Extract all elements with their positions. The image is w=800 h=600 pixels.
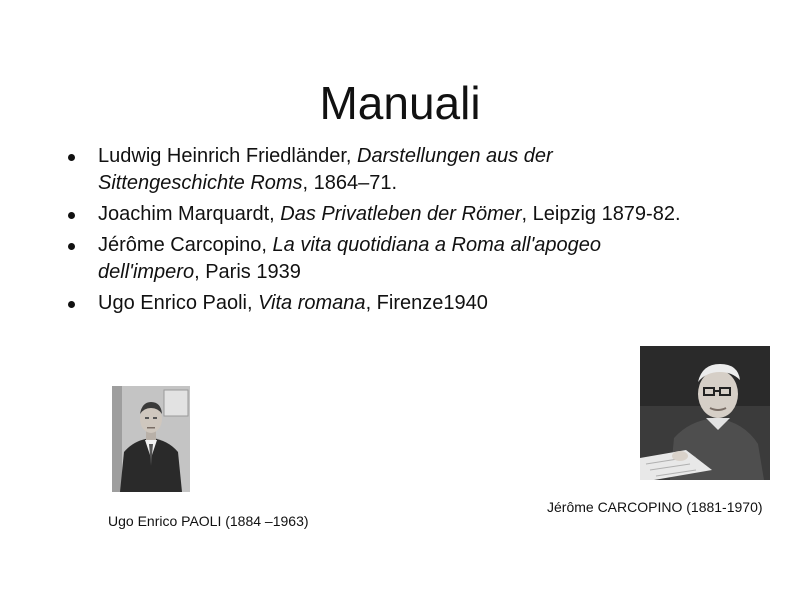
paoli-portrait-illustration <box>112 386 190 492</box>
bullet-author: Ludwig Heinrich Friedländer, <box>98 145 358 167</box>
bullet-details: , Leipzig 1879-82. <box>521 203 681 225</box>
bullet-item <box>62 232 702 286</box>
bullet-item <box>62 201 702 228</box>
carcopino-portrait-illustration <box>640 346 770 480</box>
bullet-item <box>62 290 702 317</box>
bullet-details: , Paris 1939 <box>194 261 301 283</box>
bullet-work-title: La vita quotidiana a Roma all'apogeo dell'impero <box>98 234 602 283</box>
bullet-work-title: Das Privatleben der Römer <box>280 203 522 225</box>
carcopino-caption: Jérôme CARCOPINO (1881-1970) <box>547 499 763 515</box>
bullet-details: , Firenze1940 <box>365 292 488 314</box>
bullet-item <box>62 143 702 197</box>
slide-title: Manuali <box>319 77 481 129</box>
bullet-author: Jérôme Carcopino, <box>98 234 273 256</box>
bullet-list <box>62 143 702 321</box>
bullet-dot-icon <box>68 301 75 308</box>
bullet-dot-icon <box>68 243 75 250</box>
paoli-caption: Ugo Enrico PAOLI (1884 –1963) <box>108 513 309 529</box>
bullet-dot-icon <box>68 212 75 219</box>
bullet-dot-icon <box>68 154 75 161</box>
bullet-author: Joachim Marquardt, <box>98 203 281 225</box>
bullet-author: Ugo Enrico Paoli, <box>98 292 259 314</box>
bullet-work-title: Vita romana <box>258 292 366 314</box>
carcopino-portrait-photo <box>640 346 770 480</box>
bullet-work-title: Darstellungen aus der Sittengeschichte Roms <box>98 145 553 194</box>
paoli-portrait-photo <box>112 386 190 492</box>
bullet-details: , 1864–71. <box>302 172 398 194</box>
